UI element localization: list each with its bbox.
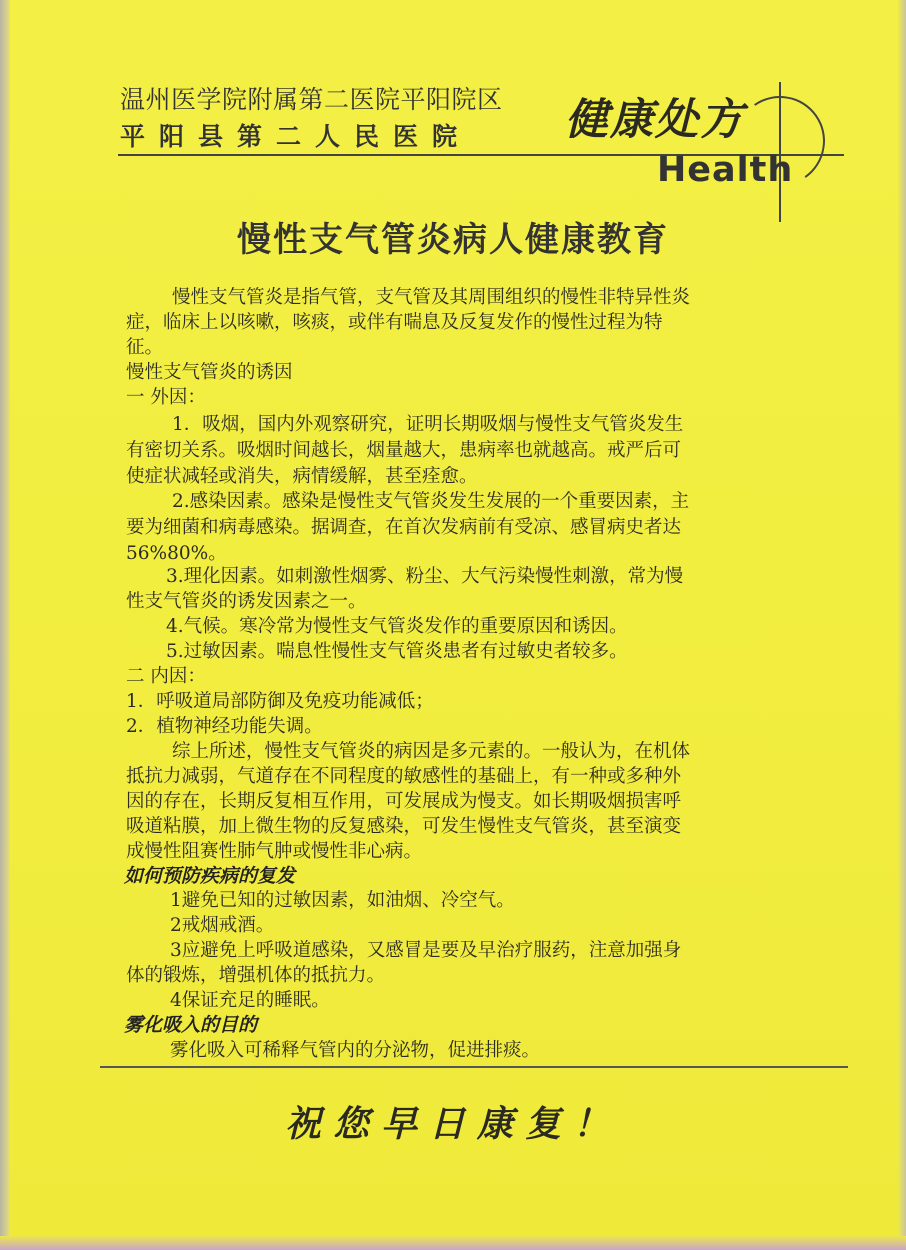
prevention-item: 体的锻炼，增强机体的抵抗力。 xyxy=(126,965,386,986)
footer-divider xyxy=(100,1066,848,1068)
prevention-item: 3应避免上呼吸道感染，又感冒是要及早治疗服药，注意加强身 xyxy=(170,940,682,961)
cause-allergy: 5.过敏因素。喘息性慢性支气管炎患者有过敏史者较多。 xyxy=(166,641,628,662)
prevention-heading: 如何预防疾病的复发 xyxy=(124,865,296,887)
cause-infection-line: 56%80%。 xyxy=(126,543,227,564)
summary-line: 因的存在，长期反复相互作用，可发展成为慢支。如长期吸烟损害呼 xyxy=(126,791,682,812)
cause-infection-line: 要为细菌和病毒感染。据调查，在首次发病前有受凉、感冒病史者达 xyxy=(126,517,682,538)
cause-smoking-line: 1．吸烟，国内外观察研究，证明长期吸烟与慢性支气管炎发生 xyxy=(172,414,684,435)
paper-edge-bottom xyxy=(0,1236,906,1250)
summary-line: 综上所述，慢性支气管炎的病因是多元素的。一般认为，在机体 xyxy=(172,741,691,762)
health-prescription-title: 健康处方 xyxy=(565,95,745,145)
intro-line: 慢性支气管炎是指气管，支气管及其周围组织的慢性非特异性炎 xyxy=(172,287,691,308)
cause-infection-line: 2.感染因素。感染是慢性支气管炎发生发展的一个重要因素，主 xyxy=(172,491,690,512)
paper-edge-right xyxy=(898,0,906,1250)
page-title: 慢性支气管炎病人健康教育 xyxy=(237,220,669,260)
paper-edge-left xyxy=(0,0,10,1250)
summary-line: 成慢性阻赛性肺气肿或慢性非心病。 xyxy=(126,841,423,862)
summary-line: 抵抗力减弱，气道存在不同程度的敏感性的基础上，有一种或多种外 xyxy=(126,766,682,787)
closing-wish: 祝您早日康复！ xyxy=(284,1103,621,1145)
external-causes-heading: 一 外因： xyxy=(126,387,206,408)
internal-cause-1: 1．呼吸道局部防御及免疫功能减低； xyxy=(126,691,434,712)
internal-causes-heading: 二 内因： xyxy=(126,666,206,687)
hospital-name-line1: 温州医学院附属第二医院平阳院区 xyxy=(120,85,503,114)
internal-cause-2: 2．植物神经功能失调。 xyxy=(126,716,323,737)
nebulization-heading: 雾化吸入的目的 xyxy=(124,1014,258,1036)
cause-smoking-line: 使症状减轻或消失，病情缓解，甚至痊愈。 xyxy=(126,466,478,487)
cause-climate: 4.气候。寒冷常为慢性支气管炎发作的重要原因和诱因。 xyxy=(166,616,628,637)
cause-physchem-line: 性支气管炎的诱发因素之一。 xyxy=(126,591,367,612)
prevention-item: 4保证充足的睡眠。 xyxy=(170,990,330,1011)
prevention-item: 1避免已知的过敏因素，如油烟、冷空气。 xyxy=(170,890,515,911)
summary-line: 吸道粘膜，加上微生物的反复感染，可发生慢性支气管炎，甚至演变 xyxy=(126,816,682,837)
hospital-name-line2: 平阳县第二人民医院 xyxy=(120,122,472,151)
intro-line: 症，临床上以咳嗽，咳痰，或伴有喘息及反复发作的慢性过程为特 xyxy=(126,312,663,333)
health-label: Health xyxy=(657,150,794,190)
causes-heading: 慢性支气管炎的诱因 xyxy=(126,362,293,383)
prevention-item: 2戒烟戒酒。 xyxy=(170,915,275,936)
nebulization-text: 雾化吸入可稀释气管内的分泌物，促进排痰。 xyxy=(170,1040,541,1061)
cause-smoking-line: 有密切关系。吸烟时间越长，烟量越大，患病率也就越高。戒严后可 xyxy=(126,440,682,461)
cause-physchem-line: 3.理化因素。如刺激性烟雾、粉尘、大气污染慢性刺激，常为慢 xyxy=(166,566,684,587)
intro-line: 征。 xyxy=(126,337,164,358)
